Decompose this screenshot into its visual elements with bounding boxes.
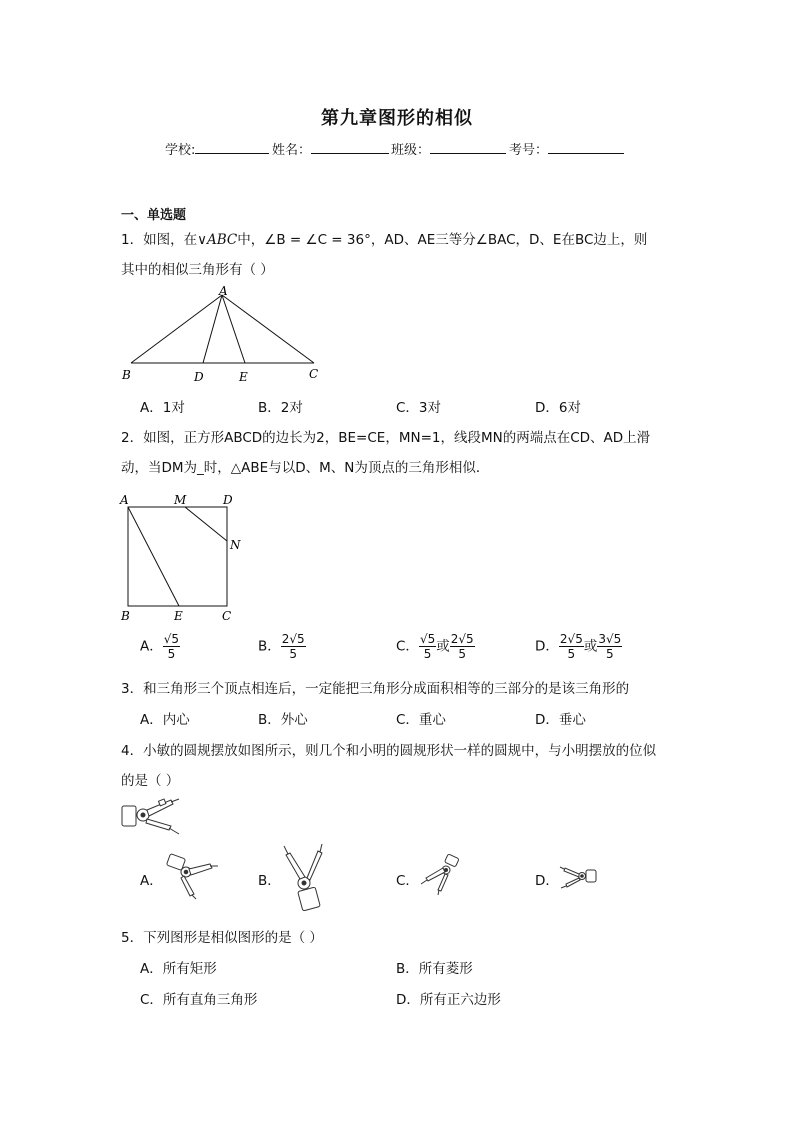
q2-label-m: M <box>174 493 187 507</box>
q1-text-a: 1．如图，在 <box>121 232 198 248</box>
q2-option-a-fraction <box>163 632 180 661</box>
class-field[interactable] <box>391 139 506 158</box>
q1-line-ab <box>131 295 222 363</box>
q2-figure <box>116 490 251 626</box>
q5-option-b[interactable]: B．所有菱形 <box>396 961 473 977</box>
q2-option-d-or: 或 <box>583 638 598 655</box>
q2-square <box>128 507 227 606</box>
q2-option-c-label: C． <box>396 638 419 655</box>
q2-label-c: C <box>222 609 232 623</box>
q2-option-c-fraction-2 <box>450 632 475 661</box>
q1-triangle: ∨ABC <box>197 232 238 248</box>
q3-option-d[interactable]: D．垂心 <box>535 712 586 728</box>
q1-label-c: C <box>309 367 319 381</box>
section-heading: 一、单选题 <box>121 208 187 223</box>
q1-label-b: B <box>122 368 131 382</box>
q2-option-b-fraction <box>281 632 306 661</box>
q1-line1 <box>121 228 647 248</box>
q4-line1: 4．小敏的圆规摆放如图所示，则几个和小明的圆规形状一样的圆规中，与小明摆放的位似 <box>121 743 657 759</box>
q2-line1: 2．如图，正方形ABCD的边长为2，BE=CE，MN=1，线段MN的两端点在CD、AD上滑 <box>121 430 651 446</box>
q2-option-c-num2: 2√5 <box>450 632 474 646</box>
q2-option-b-den: 5 <box>289 647 298 661</box>
q1-option-b[interactable]: B．2对 <box>258 400 303 416</box>
q2-option-a-label: A． <box>140 638 163 655</box>
q2-option-d-label: D． <box>535 638 559 655</box>
name-blank[interactable] <box>311 141 389 154</box>
compass-option-c-icon[interactable] <box>418 852 466 896</box>
q5-text: 5．下列图形是相似图形的是（ ） <box>121 930 323 946</box>
q1-line-ae <box>222 295 245 363</box>
q2-option-b[interactable] <box>258 632 306 661</box>
q2-option-c-fraction-1 <box>419 632 436 661</box>
q2-option-a-den: 5 <box>167 647 176 661</box>
number-blank[interactable] <box>548 141 624 154</box>
q1-label-e: E <box>239 370 248 383</box>
q2-option-b-num: 2√5 <box>281 632 305 646</box>
school-field[interactable] <box>165 139 269 158</box>
q2-option-c-den2: 5 <box>458 647 466 661</box>
q2-option-d-den2: 5 <box>605 647 614 661</box>
q2-label-d: D <box>223 493 233 507</box>
q2-option-d-fraction-2 <box>597 632 622 661</box>
q2-option-d-num2: 3√5 <box>598 632 622 646</box>
school-blank[interactable] <box>195 141 269 154</box>
page-title: 第九章图形的相似 <box>321 108 473 129</box>
q2-label-b: B <box>121 609 130 623</box>
q1-option-c[interactable]: C．3对 <box>396 400 442 416</box>
name-label: 姓名： <box>272 143 312 158</box>
q2-option-d[interactable] <box>535 632 622 661</box>
q3-option-b[interactable]: B．外心 <box>258 712 308 728</box>
q2-label-a: A <box>120 493 129 507</box>
q2-line-ae <box>128 507 179 606</box>
q2-option-c-or: 或 <box>436 638 450 655</box>
q2-option-a-num: √5 <box>163 632 180 646</box>
q2-option-c-num1: √5 <box>419 632 436 646</box>
name-field[interactable] <box>272 139 389 158</box>
q5-option-a[interactable]: A．所有矩形 <box>140 961 217 977</box>
q2-option-a[interactable] <box>140 632 180 661</box>
q4-line2: 的是（ ） <box>121 773 180 789</box>
class-label: 班级： <box>391 143 431 158</box>
q2-option-c-den1: 5 <box>423 647 432 661</box>
q5-option-d[interactable]: D．所有正六边形 <box>396 992 501 1008</box>
q4-option-d-label[interactable]: D． <box>535 873 559 889</box>
q1-line-ac <box>222 295 314 363</box>
q1-line2: 其中的相似三角形有（ ） <box>121 262 274 278</box>
q1-option-d[interactable]: D．6对 <box>535 400 581 416</box>
q1-figure <box>118 283 338 383</box>
q2-option-d-num1: 2√5 <box>559 632 583 646</box>
class-blank[interactable] <box>430 141 506 154</box>
q1-label-d: D <box>194 370 204 383</box>
school-label: 学校: <box>165 143 196 158</box>
q5-option-c[interactable]: C．所有直角三角形 <box>140 992 258 1008</box>
q4-option-a-label[interactable]: A． <box>140 873 163 889</box>
compass-option-d-icon[interactable] <box>558 862 602 892</box>
q1-label-a: A <box>219 284 228 298</box>
number-field[interactable] <box>509 139 624 158</box>
q2-option-d-den1: 5 <box>567 647 576 661</box>
q3-text: 3．和三角形三个顶点相连后，一定能把三角形分成面积相等的三部分的是该三角形的 <box>121 681 630 697</box>
q4-option-c-label[interactable]: C． <box>396 873 419 889</box>
q1-line-ad <box>203 295 222 363</box>
q2-line2: 动，当DM为_时，△ABE与以D、M、N为顶点的三角形相似． <box>121 460 490 476</box>
q2-option-b-label: B． <box>258 638 281 655</box>
compass-option-a-icon[interactable] <box>160 850 222 900</box>
q2-label-e: E <box>174 609 183 623</box>
compass-reference-icon <box>119 796 183 836</box>
q1-text-b: 中，∠B = ∠C = 36°，AD、AE三等分∠BAC，D、E在BC边上，则 <box>237 232 648 248</box>
compass-option-b-icon[interactable] <box>280 843 330 913</box>
q3-option-c[interactable]: C．重心 <box>396 712 446 728</box>
q1-option-a[interactable]: A．1对 <box>140 400 185 416</box>
q2-option-d-fraction-1 <box>559 632 584 661</box>
q2-line-mn <box>185 507 227 541</box>
q2-label-n: N <box>230 538 241 552</box>
q4-option-b-label[interactable]: B． <box>258 873 281 889</box>
number-label: 考号： <box>509 143 549 158</box>
q3-option-a[interactable]: A．内心 <box>140 712 190 728</box>
q2-option-c[interactable] <box>396 632 475 661</box>
